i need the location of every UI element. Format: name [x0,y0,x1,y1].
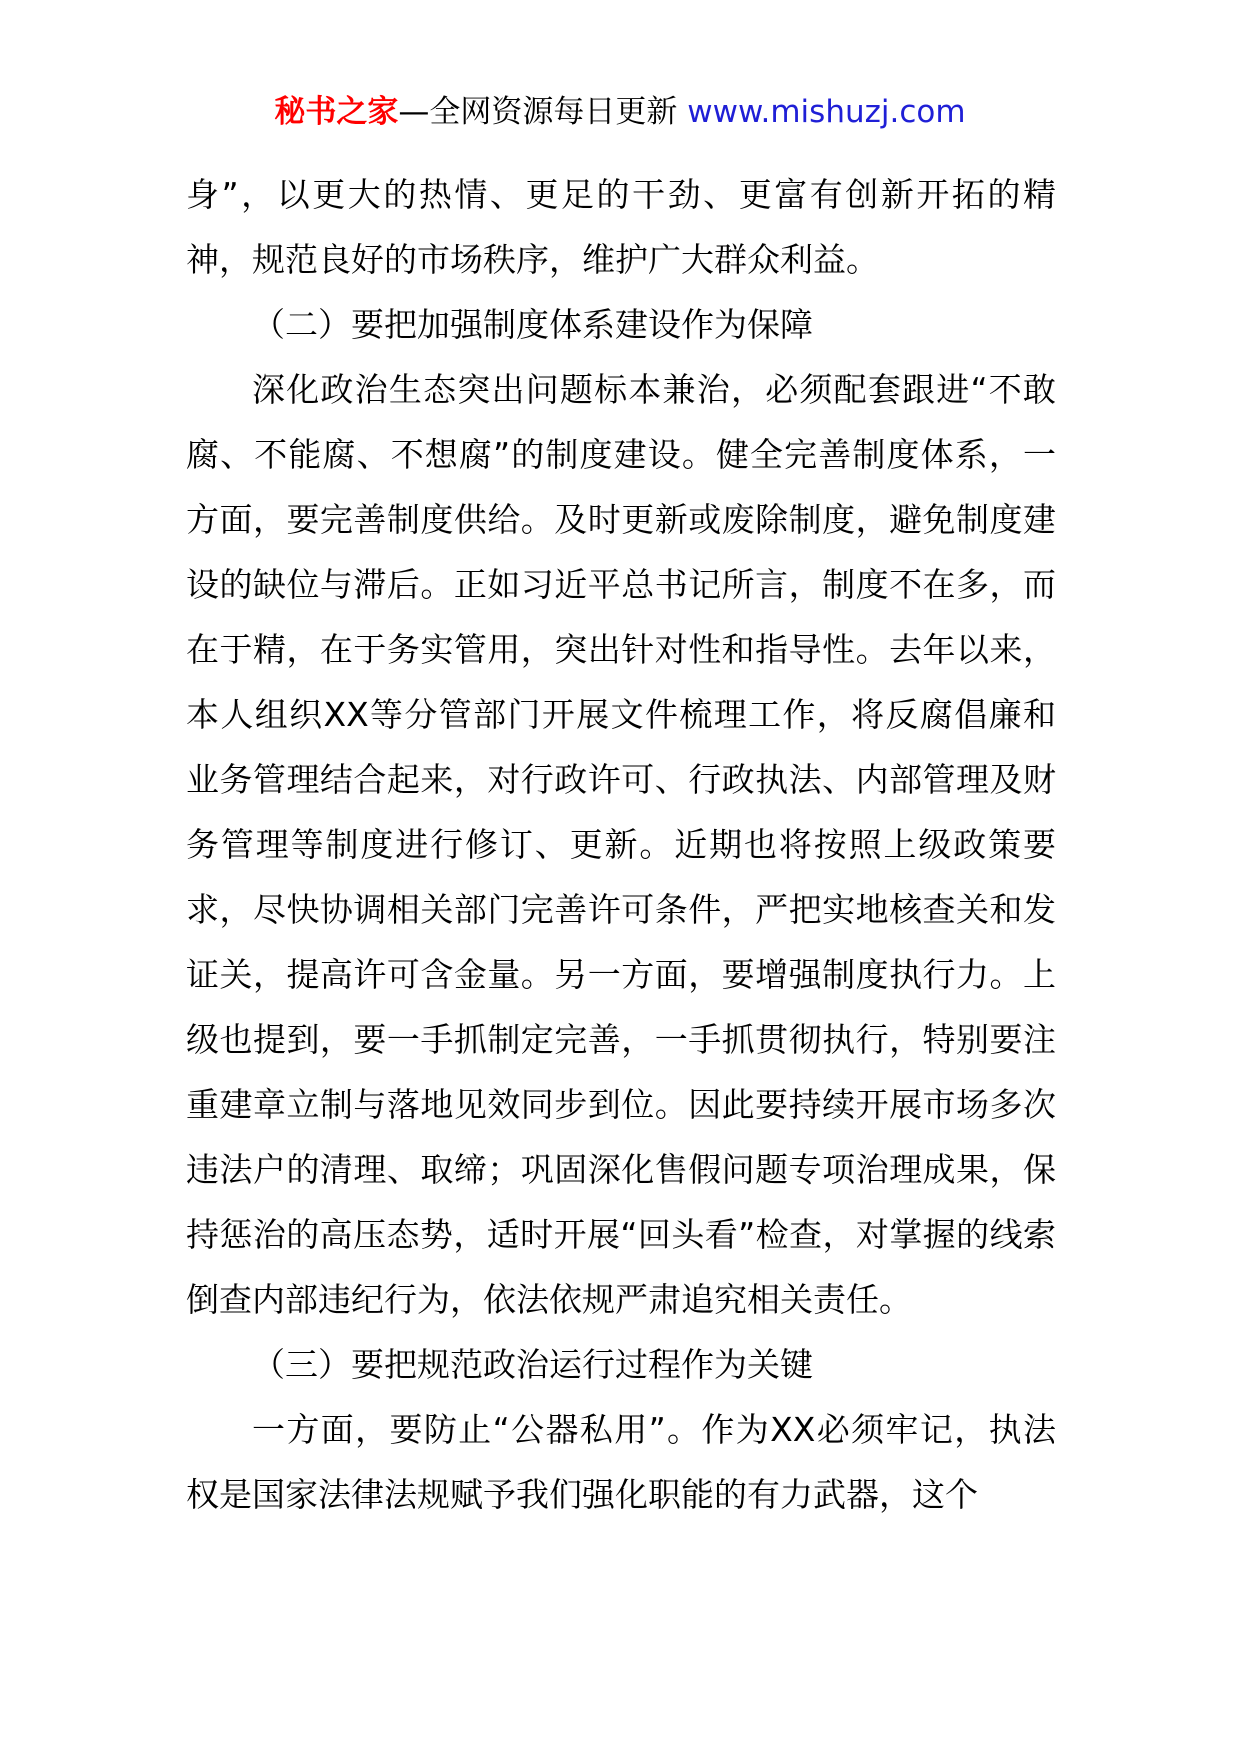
section-heading-3: （三）要把规范政治运行过程作为关键 [252,1345,813,1384]
document-body [186,162,1056,1527]
site-header [0,92,1240,132]
body-paragraph: 一方面，要防止“公器私用”。作为XX必须牢记，执法权是国家法律法规赋予我们强化职能的有力武器，这个 [186,1410,1056,1514]
paragraph-continuation: 身”，以更大的热情、更足的干劲、更富有创新开拓的精神，规范良好的市场秩序，维护广大群众利益。 [186,175,1056,279]
header-tagline: —全网资源每日更新 [398,94,688,130]
section-heading-2: （二）要把加强制度体系建设作为保障 [252,305,813,344]
body-paragraph: 深化政治生态突出问题标本兼治，必须配套跟进“不敢腐、不能腐、不想腐”的制度建设。健全完善制度体系，一方面，要完善制度供给。及时更新或废除制度，避免制度建设的缺位与滞后。正如习近平总书记所言，制度不在多，而在于精，在于务实管用，突出针对性和指导性。去年以来，本人组织XX等分管部门开展文件梳理工作，将反腐倡廉和业务管理结合起来，对行政许可、行政执法、内部管理及财务管理等制度进行修订、更新。近期也将按照上级政策要求，尽快协调相关部门完善许可条件，严把实地核查关和发证关，提高许可含金量。另一方面，要增强制度执行力。上级也提到，要一手抓制定完善，一手抓贯彻执行，特别要注重建章立制与落地见效同步到位。因此要持续开展市场多次违法户的清理、取缔；巩固深化售假问题专项治理成果，保持惩治的高压态势，适时开展“回头看”检查，对掌握的线索倒查内部违纪行为，依法依规严肃追究相关责任。 [186,370,1056,1319]
brand-name: 秘书之家 [274,94,399,130]
site-url[interactable]: www.mishuzj.com [687,94,966,130]
